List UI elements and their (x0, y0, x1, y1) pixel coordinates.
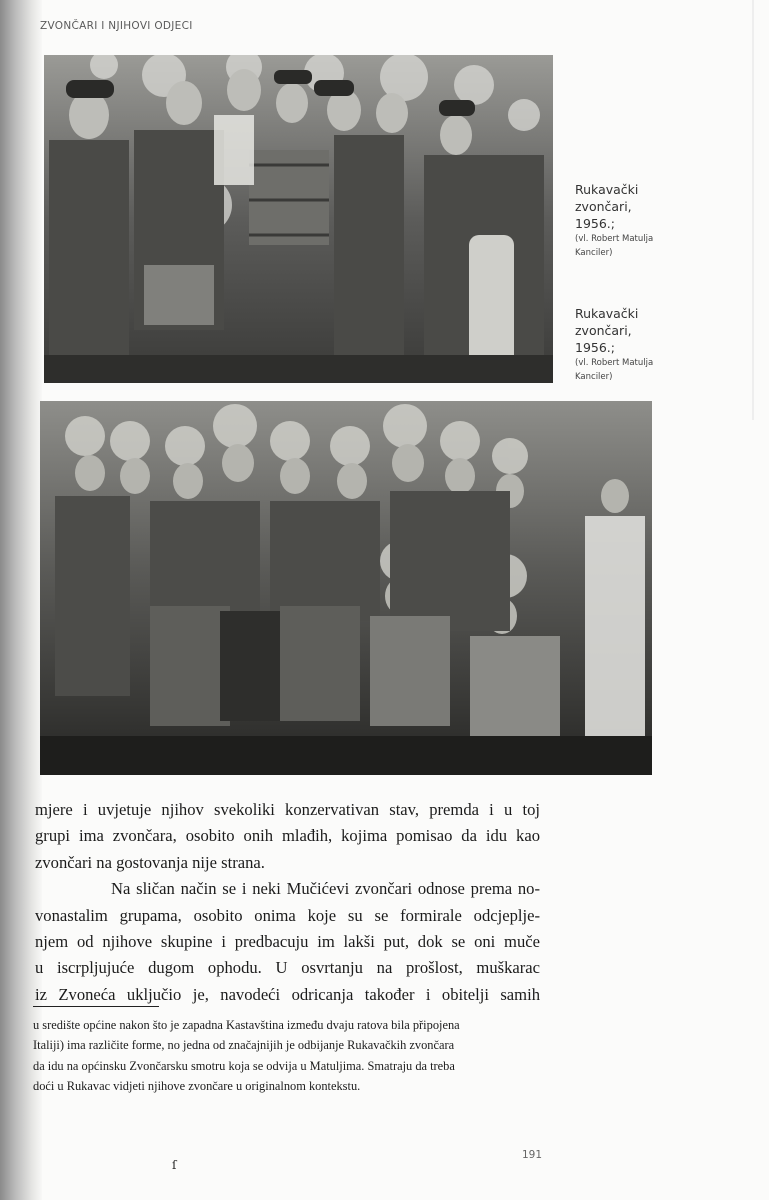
body-line: zvončari na gostovanja nije strana. (35, 852, 265, 872)
caption-title-line: Rukavački (575, 306, 639, 321)
stray-mark: ſ (172, 1158, 177, 1172)
footnote-separator (33, 1006, 159, 1007)
figure-caption-1 (575, 181, 653, 260)
caption-title-line: zvončari, (575, 323, 632, 338)
footnote (33, 1015, 540, 1097)
body-line: mjere i uvjetuje njihov svekoliki konzervativan stav, premda i u toj (35, 800, 540, 819)
caption-credit-line: (vl. Robert Matulja (575, 358, 654, 368)
footnote-line: da idu na općinsku Zvončarsku smotru koja se odvija u Matuljima. Smatraju da treba (33, 1058, 455, 1073)
page-edge-line (752, 0, 754, 420)
figure-caption-2 (575, 305, 653, 384)
body-line: iz Zvoneća uključio je, navodeći odricanja također i obitelji samih (35, 984, 540, 1004)
caption-title-line: 1956.; (575, 340, 615, 355)
photo-image-1 (44, 55, 553, 383)
photo-rukavacki-zvoncari-1 (44, 55, 553, 383)
body-line: grupi ima zvončara, osobito onih mlađih, kojima pomisao da idu kao (35, 826, 540, 846)
caption-title-line: Rukavački (575, 182, 639, 197)
body-paragraphs (35, 797, 540, 1008)
caption-title-line: zvončari, (575, 199, 632, 214)
body-line: njem od njihove skupine i predbacuju im lakši put, dok se oni muče (35, 932, 540, 952)
footnote-line: doći u Rukavac vidjeti njihove zvončare u originalnom kontekstu. (33, 1079, 361, 1094)
footnote-line: Italiji) ima različite forme, no jedna od značajnijih je odbijanje Rukavačkih zvončara (33, 1038, 455, 1053)
body-line: u iscrpljujuće dugom ophodu. U osvrtanju na prošlost, muškarac (35, 958, 540, 978)
photo-rukavacki-zvoncari-2 (40, 401, 652, 775)
body-line: Na sličan način se i neki Mučićevi zvončari odnose prema no- (111, 879, 540, 899)
page-number: 191 (522, 1149, 543, 1161)
caption-credit-line: Kanciler) (575, 372, 613, 382)
caption-credit-line: (vl. Robert Matulja (575, 234, 654, 244)
footnote-line: u središte općine nakon što je zapadna Kastavština između dvaju ratova bila připojena (33, 1018, 460, 1032)
caption-credit-line: Kanciler) (575, 248, 613, 258)
body-line: vonastalim grupama, osobito onima koje su se formirale odcjeplje- (35, 905, 540, 925)
caption-title-line: 1956.; (575, 216, 615, 231)
running-header: ZVONČARI I NJIHOVI ODJECI (40, 20, 193, 32)
photo-image-2 (40, 401, 652, 775)
